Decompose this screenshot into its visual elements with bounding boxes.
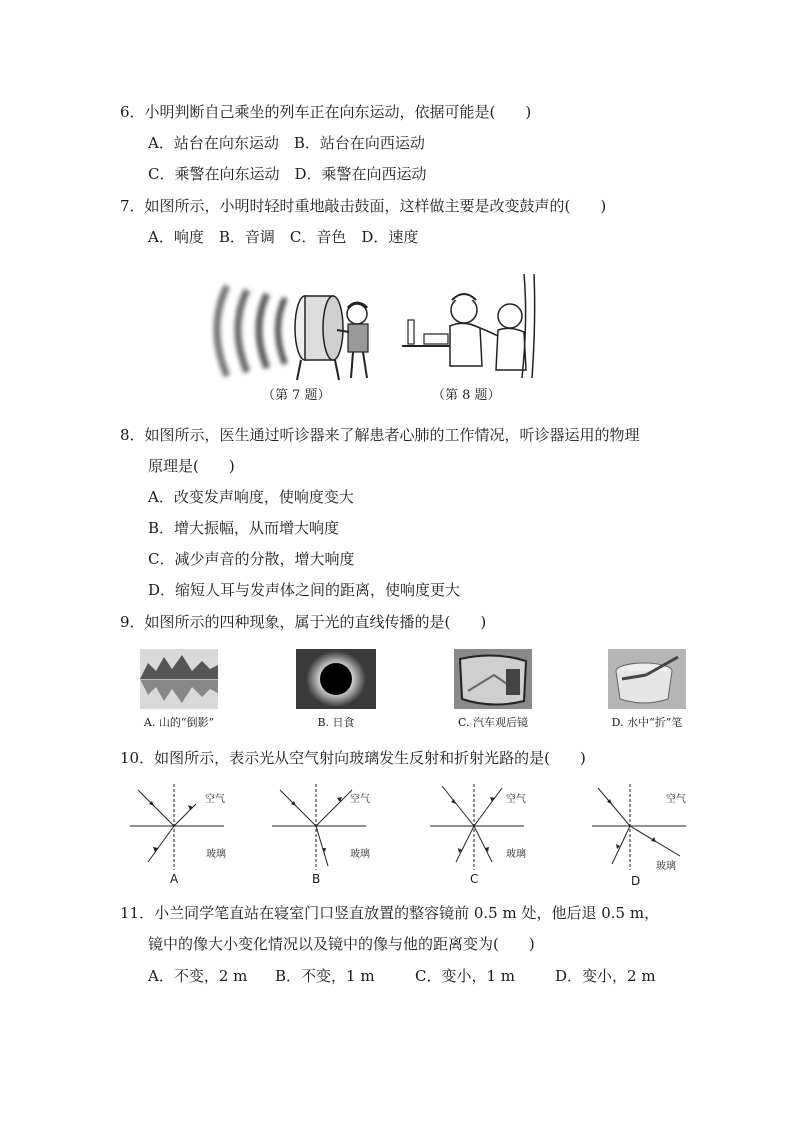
q11-stem-line2: 镜中的像大小变化情况以及镜中的像与他的距离变为( ) bbox=[148, 935, 535, 953]
q10-label-d: D bbox=[631, 874, 641, 888]
q10-label-a: A bbox=[170, 872, 179, 886]
q8-option-a: A．改变发声响度，使响度变大 bbox=[148, 488, 354, 506]
mountain-reflection-photo bbox=[140, 649, 218, 709]
q10-b-air-label: 空气 bbox=[350, 794, 370, 805]
q10-d-glass-label: 玻璃 bbox=[656, 861, 676, 872]
q8-stem-line1: 8．如图所示，医生通过听诊器来了解患者心肺的工作情况，听诊器运用的物理 bbox=[120, 426, 640, 444]
figure-7-caption: （第 7 题） bbox=[262, 388, 331, 403]
q10-d-air-label: 空气 bbox=[666, 794, 686, 805]
q6-options-line1: A．站台在向东运动 B．站台在向西运动 bbox=[148, 134, 425, 152]
q11-option-a: A．不变，2 m bbox=[148, 967, 248, 985]
q11-option-c: C．变小，1 m bbox=[415, 967, 516, 985]
doctor-icon bbox=[450, 294, 498, 366]
q8-stem-line2: 原理是( ) bbox=[148, 457, 235, 475]
q10-b-glass-label: 玻璃 bbox=[350, 849, 370, 860]
q8-option-d: D．缩短人耳与发声体之间的距离，使响度更大 bbox=[148, 581, 461, 599]
patient-icon bbox=[496, 274, 535, 378]
figure-8-caption: （第 8 题） bbox=[432, 388, 501, 403]
q10-label-c: C bbox=[470, 872, 479, 886]
q9-caption-d: D. 水中“折”笔 bbox=[611, 716, 683, 729]
q9-caption-b: B. 日食 bbox=[317, 716, 355, 729]
q6-options-line2: C．乘警在向东运动 D．乘警在向西运动 bbox=[148, 165, 427, 183]
q10-a-air-label: 空气 bbox=[205, 794, 225, 805]
q10-c-air-label: 空气 bbox=[506, 794, 526, 805]
q11-option-b: B．不变，1 m bbox=[275, 967, 375, 985]
q6-stem: 6．小明判断自己乘坐的列车正在向东运动，依据可能是( ) bbox=[120, 103, 532, 121]
q9-stem: 9．如图所示的四种现象，属于光的直线传播的是( ) bbox=[120, 613, 487, 631]
q11-option-d: D．变小，2 m bbox=[555, 967, 656, 985]
q8-option-c: C．减少声音的分散，增大响度 bbox=[148, 550, 355, 568]
drum-icon bbox=[295, 296, 343, 380]
q11-stem-line1: 11．小兰同学笔直站在寝室门口竖直放置的整容镜前 0.5 m 处，他后退 0.5 m， bbox=[120, 904, 660, 922]
q10-a-glass-label: 玻璃 bbox=[206, 849, 226, 860]
doctor-figure bbox=[400, 270, 540, 382]
q8-option-b: B．增大振幅，从而增大响度 bbox=[148, 519, 340, 537]
solar-eclipse-photo bbox=[296, 649, 376, 709]
q10-label-b: B bbox=[312, 872, 321, 886]
drum-figure bbox=[205, 278, 385, 383]
q7-stem: 7．如图所示，小明时轻时重地敲击鼓面，这样做主要是改变鼓声的( ) bbox=[120, 197, 607, 215]
q10-c-glass-label: 玻璃 bbox=[506, 849, 526, 860]
q7-options: A．响度 B．音调 C．音色 D．速度 bbox=[148, 228, 419, 246]
sound-wave-arcs bbox=[217, 286, 285, 376]
q9-caption-a: A. 山的“倒影” bbox=[143, 716, 215, 729]
q9-caption-c: C. 汽车观后镜 bbox=[457, 716, 529, 729]
q10-stem: 10．如图所示，表示光从空气射向玻璃发生反射和折射光路的是( ) bbox=[120, 749, 586, 767]
car-mirror-photo bbox=[454, 649, 532, 709]
bent-pencil-photo bbox=[608, 649, 686, 709]
